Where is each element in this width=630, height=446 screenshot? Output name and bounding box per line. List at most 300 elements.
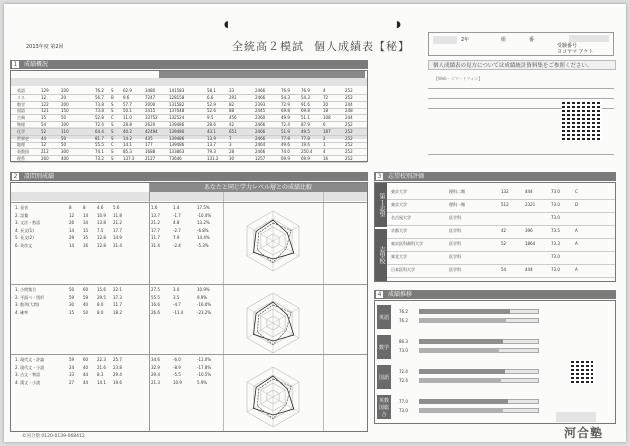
table-subheader-band — [11, 192, 367, 201]
table-cell: 1 — [323, 142, 326, 148]
table-cell: 56.7 — [95, 94, 104, 100]
table-cell: 2. 語彙 — [15, 212, 29, 218]
table-cell: 121 — [41, 108, 49, 114]
table-cell: 252 — [345, 88, 353, 93]
table-cell: 30 — [69, 302, 75, 307]
table-cell: 52 — [501, 241, 507, 246]
trend-value: 72.4 — [399, 369, 408, 374]
table-cell: 医学科 — [449, 267, 461, 272]
table-cell: 128158 — [169, 94, 185, 100]
section-title: 設問別成績 — [24, 173, 55, 180]
table-cell: 110 — [61, 128, 69, 134]
table-cell: A — [575, 267, 578, 272]
table-cell: S — [111, 156, 114, 161]
table-cell: 13.7 — [207, 142, 216, 148]
row-label: 地理 — [17, 142, 25, 148]
table-cell: 54.3 — [281, 94, 290, 100]
table-cell: 4 — [323, 149, 326, 155]
row-label: 物理 — [17, 122, 25, 127]
table-cell: 49.9 — [281, 115, 290, 121]
table-cell: 4.8 — [173, 220, 180, 225]
trend-bar — [419, 348, 499, 353]
table-cell: S — [111, 122, 114, 127]
table-cell: 252 — [345, 142, 353, 148]
table-cell: 2466 — [255, 88, 266, 93]
radar-axis — [273, 241, 299, 256]
table-cell: 76.9 — [301, 88, 310, 93]
table-cell: 23.8 — [113, 364, 122, 370]
table-cell: 42 — [229, 122, 235, 127]
table-cell: 34 — [83, 220, 89, 225]
table-cell: C — [111, 142, 114, 148]
table-cell: 73.8 — [95, 101, 104, 107]
table-cell: 5.9% — [197, 379, 208, 385]
table-cell: 5.6 — [113, 205, 120, 210]
table-cell: 244 — [345, 115, 353, 121]
row-label: 英数国 — [17, 149, 29, 155]
table-cell: S — [111, 128, 114, 134]
table-cell: 医学科 — [449, 228, 461, 233]
table-cell: S — [111, 135, 114, 141]
notice-box — [428, 60, 616, 70]
university-table — [374, 182, 616, 282]
table-cell: -10.5% — [197, 372, 212, 377]
table-cell: 512 — [501, 202, 509, 207]
table-cell: 252 — [345, 135, 353, 141]
table-cell: 42494 — [145, 128, 158, 134]
table-cell: 2360 — [255, 115, 266, 121]
table-cell: 44 — [83, 379, 89, 385]
table-cell: 16 — [83, 242, 89, 248]
table-cell: 108 — [323, 115, 331, 121]
table-cell: 2466 — [255, 149, 266, 155]
table-cell: 73.5 — [551, 228, 560, 233]
table-cell: 59 — [69, 294, 75, 300]
table-cell: 396 — [525, 228, 533, 233]
trend-bar — [419, 408, 503, 413]
table-cell: A — [575, 241, 578, 246]
table-cell: 40 — [83, 302, 89, 307]
table-cell: 22.3 — [97, 357, 106, 362]
table-cell: 東京医科歯科大学 — [391, 241, 423, 246]
table-cell: 5. 長文(2) — [15, 235, 34, 240]
table-cell: 21.2 — [151, 220, 160, 225]
table-cell: 139486 — [169, 122, 185, 127]
table-cell: 3.0 — [173, 287, 180, 292]
table-cell: 177 — [145, 142, 153, 148]
table-cell: 73.8 — [95, 108, 104, 114]
trend-bar — [419, 378, 501, 383]
table-cell: 7 — [229, 135, 232, 141]
table-cell: S — [111, 108, 114, 114]
divider — [428, 98, 614, 99]
radar-axis — [273, 323, 299, 338]
trend-bar — [419, 339, 503, 344]
table-cell: 55.5 — [95, 142, 104, 148]
table-cell: 60 — [83, 357, 89, 362]
table-cell: 139486 — [169, 128, 185, 134]
table-cell: 73.0 — [551, 215, 560, 220]
table-cell: 2321 — [525, 202, 536, 207]
table-cell: 20 — [61, 94, 67, 100]
table-cell: -11.0% — [197, 357, 212, 362]
table-cell: 137048 — [169, 108, 185, 114]
table-cell: 29 — [69, 235, 75, 240]
table-cell: 15.6 — [97, 287, 106, 292]
row-label: 世界史 — [17, 135, 29, 141]
table-cell: 73.0 — [551, 267, 560, 272]
table-cell: 15 — [83, 227, 89, 233]
table-cell: 8 — [83, 205, 86, 210]
table-cell: 444 — [525, 189, 533, 194]
table-cell: 260 — [41, 156, 49, 161]
table-cell: 2415 — [145, 108, 156, 114]
table-cell: 1. 現代文・評論 — [15, 357, 45, 362]
table-cell: 2466 — [255, 135, 266, 141]
table-cell: 13.9 — [207, 135, 216, 141]
table-cell: 72.4 — [95, 122, 104, 127]
table-cell: 19.6 — [301, 142, 310, 148]
table-cell: -17.8% — [197, 364, 212, 370]
table-cell: 50 — [83, 309, 89, 315]
qr-code-icon — [562, 100, 602, 140]
table-cell: 18 — [323, 108, 329, 114]
radar-axis — [247, 241, 273, 256]
row-divider — [387, 212, 615, 213]
table-cell: 4 — [323, 88, 326, 93]
table-cell: 33 — [229, 88, 235, 93]
table-cell: 69.8 — [301, 108, 310, 114]
table-cell: 医学科 — [449, 241, 461, 246]
row-label: 理系 — [17, 156, 25, 161]
table-cell: 55.5 — [151, 294, 160, 300]
table-cell: 27.5 — [151, 287, 160, 292]
trend-box — [374, 300, 616, 424]
section-4-header — [374, 290, 616, 299]
class-label: 組 — [501, 37, 507, 43]
table-cell: 72.9 — [281, 101, 290, 107]
table-cell: 14 — [69, 227, 75, 233]
table-cell: 14.2 — [123, 135, 132, 141]
table-cell: 33 — [69, 372, 75, 377]
student-id-label: 受験番号 — [557, 43, 578, 49]
table-cell: 14 — [83, 212, 89, 218]
table-cell: 49.5 — [301, 128, 310, 134]
table-cell: D — [575, 202, 579, 207]
divider — [428, 88, 614, 89]
table-cell: 651 — [229, 128, 237, 134]
table-cell: 2. 現代文・小説 — [15, 364, 45, 370]
row-divider — [387, 251, 615, 252]
table-cell: 34.6 — [151, 357, 160, 362]
table-cell: 139486 — [169, 135, 185, 141]
exam-year: 2013年度 第2回 — [26, 44, 64, 50]
grade-label: 2年 — [461, 37, 470, 43]
table-cell: 名古屋大学 — [391, 215, 411, 220]
table-cell: -8.9 — [173, 364, 181, 370]
table-cell: 1. 発音 — [15, 205, 29, 210]
table-cell: 54 — [41, 122, 47, 127]
table-cell: 200 — [61, 101, 69, 107]
table-cell: 8.0 — [97, 302, 104, 307]
table-cell: 13.7 — [151, 212, 160, 218]
table-cell: 4. 確率 — [15, 309, 29, 315]
table-cell: 2445 — [255, 108, 266, 114]
table-cell: 74.1 — [95, 149, 104, 155]
table-cell: 300 — [61, 149, 69, 155]
side-label-a: 第１志望 — [375, 183, 387, 227]
side-label-b: 志望校 — [375, 229, 387, 281]
table-cell: 9.6 — [123, 94, 130, 100]
table-cell: 13.8 — [97, 220, 106, 225]
table-cell: 250.4 — [301, 149, 313, 155]
table-cell: 7247 — [145, 94, 156, 100]
table-cell: 435 — [145, 135, 153, 141]
table-cell: 京都大学 — [391, 228, 407, 233]
table-cell: 7.9 — [173, 235, 180, 240]
table-cell: 17.5% — [197, 205, 210, 210]
table-cell: 10.9 — [173, 379, 182, 385]
table-cell: 51.9 — [281, 128, 290, 134]
table-cell: 3. 古文・物語 — [15, 372, 41, 377]
table-cell: 11.0 — [123, 115, 132, 121]
section-title: 成績推移 — [388, 291, 413, 298]
table-cell: 50 — [61, 135, 67, 141]
table-cell: 8 — [69, 205, 72, 210]
copyright-text: ©河合塾 0120-0139-068412 — [22, 434, 85, 439]
section-3-header — [374, 172, 616, 181]
table-cell: 252 — [345, 156, 353, 161]
table-cell: -23.2% — [197, 309, 212, 315]
barcode-icon — [571, 361, 593, 383]
table-cell: 212 — [41, 149, 49, 155]
table-cell: 100 — [61, 122, 69, 127]
table-cell: 15 — [41, 115, 47, 121]
table-cell: 27 — [69, 379, 75, 385]
redacted-area — [433, 36, 457, 44]
company-logo: 河合塾 — [564, 426, 604, 440]
table-cell: B — [111, 94, 114, 100]
table-cell: 62.9 — [123, 88, 132, 93]
subject-label: 英語 — [377, 305, 391, 329]
table-cell: 10.9% — [197, 287, 210, 292]
table-cell: -2.7 — [173, 227, 181, 233]
radar-axis — [273, 308, 299, 323]
table-cell: 81.7 — [95, 135, 104, 141]
table-cell: 73.0 — [551, 189, 560, 194]
table-cell: 72 — [323, 94, 329, 100]
row-label: 英語 — [17, 88, 25, 93]
table-cell: -1.7 — [173, 212, 181, 218]
table-cell: 54 — [501, 267, 507, 272]
trend-value: 76.2 — [399, 309, 408, 314]
table-cell: 2466 — [255, 128, 266, 134]
table-cell: 21.2 — [113, 220, 122, 225]
table-cell: 69.9 — [301, 156, 310, 161]
table-cell: 2466 — [255, 94, 266, 100]
table-cell: -5.5 — [173, 372, 181, 377]
number-label: 番 — [529, 37, 535, 43]
table-cell: 69.8 — [281, 108, 290, 114]
table-cell: 26.6 — [151, 309, 160, 315]
table-cell: 3. 数列(大問) — [15, 302, 40, 307]
table-cell: 18.2 — [113, 309, 122, 315]
radar-series — [254, 376, 294, 415]
table-cell: 72.4 — [281, 122, 290, 127]
radar-axis — [273, 382, 299, 397]
table-cell: 3.5 — [173, 294, 180, 300]
table-cell: 6.6 — [207, 94, 214, 100]
table-cell: 16 — [323, 156, 329, 161]
row-divider — [387, 264, 615, 265]
table-cell: 26 — [69, 220, 75, 225]
table-cell: 16.6 — [151, 302, 160, 307]
trend-bar — [419, 399, 508, 404]
table-cell: 33752 — [145, 115, 158, 121]
table-cell: 31.4 — [151, 242, 160, 248]
row-divider — [387, 277, 615, 278]
table-header-band — [159, 71, 365, 78]
row-divider — [11, 162, 367, 163]
table-cell: 21.3 — [151, 379, 160, 385]
notice-text: 個人成績表の見方については成績統計資料集をご参照ください。 — [433, 63, 593, 69]
table-cell: 3480 — [145, 88, 156, 93]
table-cell: -10.4% — [197, 212, 212, 218]
radar-series — [254, 302, 294, 341]
trend-value: 73.0 — [399, 408, 408, 413]
table-cell: 6. 英作文 — [15, 242, 33, 248]
table-cell: -11.4 — [173, 309, 184, 315]
score-report-sheet — [4, 4, 626, 442]
table-cell: 11.8 — [113, 212, 122, 218]
table-cell: 60 — [83, 287, 89, 292]
section-number: 3 — [377, 173, 382, 180]
table-cell: 2. 平面ベ・図形 — [15, 294, 45, 300]
table-cell: 東京大学 — [391, 189, 407, 194]
table-cell: 30 — [229, 156, 235, 161]
table-cell: 2000 — [145, 101, 156, 107]
student-info-box — [428, 32, 614, 56]
table-cell: 73.0 — [551, 254, 560, 259]
table-cell: C — [111, 115, 114, 121]
table-cell: 129 — [41, 88, 49, 93]
table-cell: 444 — [525, 267, 533, 272]
table-cell: 3. 文法・熟語 — [15, 220, 41, 225]
table-cell: 133863 — [169, 149, 185, 155]
section-2-header — [10, 172, 368, 181]
trend-value: 86.3 — [399, 339, 408, 344]
table-cell: 2393 — [255, 101, 266, 107]
table-cell: 74.0 — [281, 149, 290, 155]
table-cell: 3 — [229, 142, 232, 148]
table-cell: 43.1 — [207, 128, 216, 134]
section-1-header — [10, 60, 368, 69]
table-cell: 1688 — [145, 149, 156, 155]
table-cell: 132524 — [169, 115, 185, 121]
section-title: 志望校別評価 — [388, 173, 425, 180]
table-cell: 252 — [345, 94, 353, 100]
table-cell: 58.1 — [207, 88, 216, 93]
radar-axis — [247, 397, 273, 412]
table-cell: 200 — [61, 88, 69, 93]
table-cell: 14.1 — [123, 142, 132, 148]
row-divider — [387, 199, 615, 200]
table-cell: 77.8 — [301, 135, 310, 141]
table-cell: 131582 — [169, 101, 185, 107]
table-cell: 4.6 — [97, 205, 104, 210]
table-cell: 252 — [345, 128, 353, 134]
comparison-title: あなたと同じ学力レベル層との成績比較 — [149, 183, 367, 192]
table-cell: 291 — [229, 94, 237, 100]
table-cell: 32.9 — [151, 364, 160, 370]
table-cell: 244 — [345, 101, 353, 107]
table-cell: 456 — [229, 115, 237, 121]
table-cell: 20 — [323, 101, 329, 107]
table-cell: A — [575, 228, 578, 233]
table-cell: 141583 — [169, 88, 185, 93]
web-result-caption: 【Web・スマートフォン】 — [434, 76, 483, 81]
section-number: 2 — [13, 173, 18, 180]
exam-name: 全統高２模試 — [232, 40, 304, 53]
trend-value: 77.0 — [399, 399, 408, 404]
table-cell: 29.5 — [97, 294, 106, 300]
radar-axis — [273, 397, 299, 412]
table-cell: 69.9 — [281, 156, 290, 161]
section-title: 成績概況 — [24, 61, 49, 68]
table-cell: 14.9 — [113, 235, 122, 240]
table-cell: 87.9 — [301, 122, 310, 127]
table-cell: 35 — [83, 235, 89, 240]
radar-axis — [273, 226, 299, 241]
row-label: 数学 — [17, 101, 25, 107]
table-cell: 44 — [41, 135, 47, 141]
table-cell: 51.1 — [301, 115, 310, 121]
table-cell: 50 — [69, 287, 75, 292]
divider — [428, 154, 614, 155]
table-cell: 50 — [61, 115, 67, 121]
table-cell: 29.4 — [151, 372, 160, 377]
table-cell: 24 — [69, 364, 75, 370]
section-number: 1 — [13, 61, 18, 68]
table-cell: 22.1 — [113, 287, 122, 292]
table-cell: 1257 — [255, 156, 266, 161]
table-cell: 19.6 — [113, 379, 122, 385]
table-cell: 25.7 — [113, 357, 122, 362]
table-cell: 44 — [83, 372, 89, 377]
table-cell: 9.9% — [197, 294, 208, 300]
table-cell: 40.2 — [123, 128, 132, 134]
table-cell: 82 — [229, 101, 235, 107]
table-cell: 137.3 — [123, 156, 135, 161]
table-cell: 91.6 — [301, 101, 310, 107]
table-cell: 17.7 — [113, 227, 122, 233]
table-cell: 2 — [323, 135, 326, 141]
table-cell: 10.9 — [97, 212, 106, 218]
redacted-area — [569, 35, 609, 42]
table-cell: 37.3 — [113, 294, 122, 300]
table-cell: 54.3 — [301, 94, 310, 100]
row-label: 国語 — [17, 108, 25, 114]
table-cell: 17.7 — [151, 227, 160, 233]
table-cell: 252 — [345, 149, 353, 155]
table-cell: 1.6 — [151, 205, 158, 210]
table-cell: 14.4% — [197, 235, 210, 240]
punch-hole-mark: ◖ — [224, 20, 229, 30]
table-cell: 12 — [69, 212, 75, 218]
table-cell: 7.5 — [97, 227, 104, 233]
table-cell: 131.2 — [207, 156, 219, 161]
table-cell: 医学科 — [449, 254, 461, 259]
